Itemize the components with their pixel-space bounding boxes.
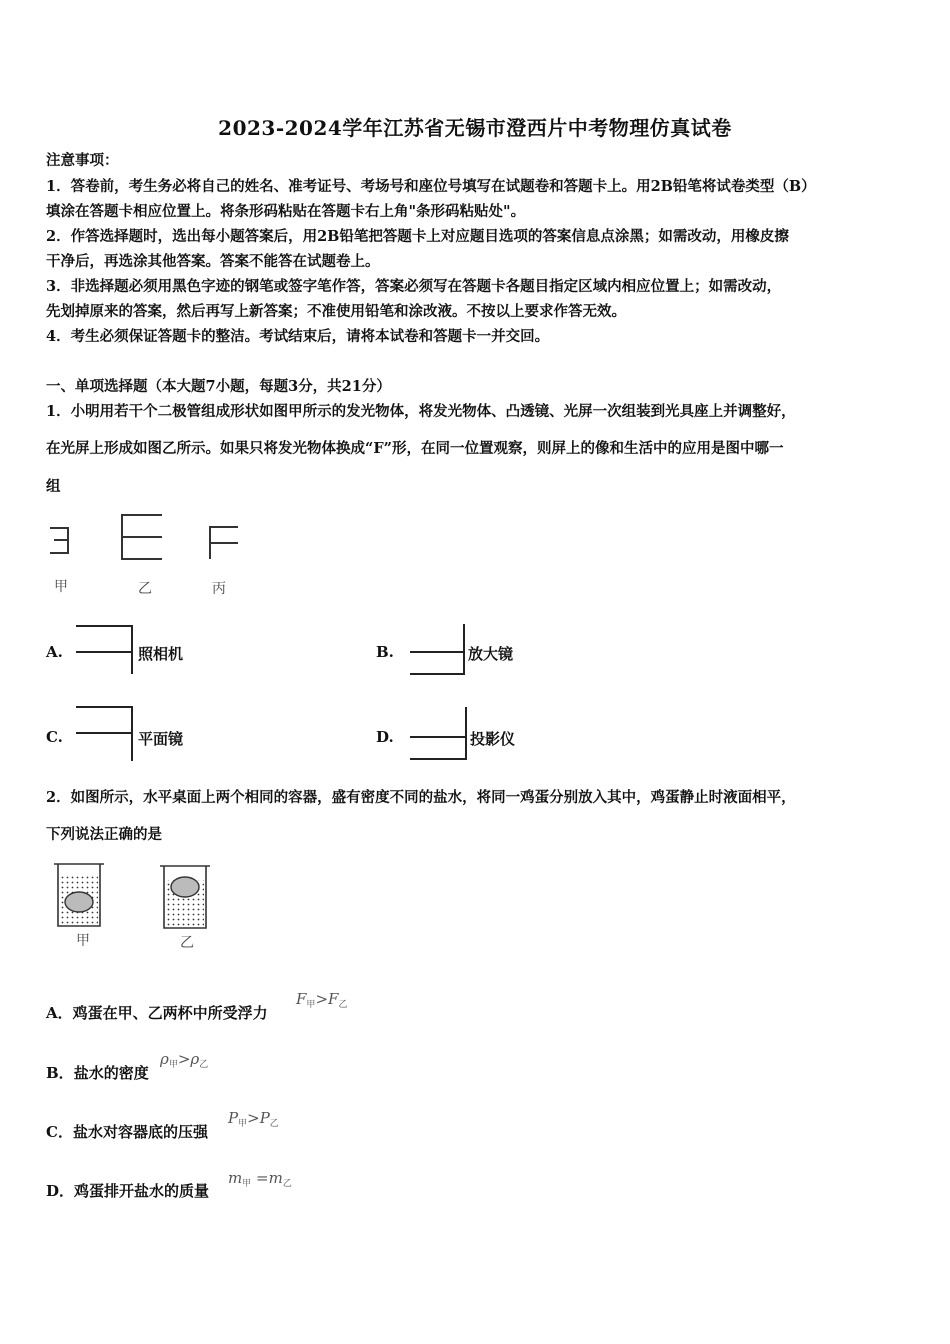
question-2-text: 2．如图所示，水平桌面上两个相同的容器，盛有密度不同的盐水，将同一鸡蛋分别放入其中，鸡蛋静止时液面相平， [46,789,796,806]
option-a-letter[interactable]: A. [46,643,63,661]
notice-line: 4．考生必须保证答题卡的整洁。考试结束后，请将本试卷和答题卡一并交回。 [46,328,550,345]
figure-label: 乙 [180,935,194,951]
option-b-text[interactable]: 放大镜 [468,645,514,663]
notice-heading: 注意事项： [46,152,119,169]
option-c-image[interactable] [74,703,136,763]
figure-yi-shape [118,513,166,561]
option-c-letter[interactable]: C. [46,728,63,746]
beaker-yi-figure [156,862,216,934]
option-letter: A． [46,1004,73,1022]
option-text: 盐水对容器底的压强 [72,1123,208,1141]
option-d-image[interactable] [406,703,470,763]
figure-jia-shape [48,525,72,557]
question-2-text: 下列说法正确的是 [46,826,162,843]
figure-bing-shape [206,523,242,561]
notice-line: 3．非选择题必须用黑色字迹的钢笔或签字笔作答，答案必须写在答题卡各题目指定区域内相应位置上；如需改动， [46,278,782,295]
section-heading: 一、单项选择题（本大题7小题，每题3分，共21分） [46,378,391,395]
notice-line: 先划掉原来的答案，然后再写上新答案；不准使用铅笔和涂改液。不按以上要求作答无效。 [46,303,626,320]
option-a-image[interactable] [74,620,136,678]
option-letter: D． [46,1182,75,1200]
question-1-text: 在光屏上形成如图乙所示。如果只将发光物体换成“F”形，在同一位置观察，则屏上的像和生活中的应用是图中哪一 [46,440,784,457]
option-d-letter[interactable]: D. [376,728,394,746]
option-b[interactable] [46,1062,149,1083]
figure-label: 甲 [54,579,68,595]
figure-label: 乙 [138,581,152,597]
option-c[interactable] [46,1121,208,1142]
option-c-text[interactable]: 平面镜 [138,730,184,748]
page-title: 2023-2024学年江苏省无锡市澄西片中考物理仿真试卷 [218,116,732,140]
option-d-text[interactable]: 投影仪 [470,730,516,748]
question-1-text: 1．小明用若干个二极管组成形状如图甲所示的发光物体，将发光物体、凸透镜、光屏一次组装到光具座上并调整好， [46,403,796,420]
option-b-formula: $\rho_甲>\rho_乙$ [160,1050,209,1070]
option-a-formula: $F_甲>F_乙$ [296,990,348,1010]
beaker-jia-figure [50,860,110,932]
figure-label: 甲 [76,933,90,949]
option-d-formula: $m_甲 =m_乙$ [228,1169,292,1189]
question-1-text: 组 [46,478,61,495]
option-text: 鸡蛋在甲、乙两杯中所受浮力 [72,1004,268,1022]
option-c-formula: $P_甲>P_乙$ [228,1109,279,1129]
notice-line: 1．答卷前，考生务必将自己的姓名、准考证号、考场号和座位号填写在试题卷和答题卡上。用2B铅笔将试卷类型（B） [46,178,816,195]
egg-icon [171,877,199,897]
notice-line: 干净后，再选涂其他答案。答案不能答在试题卷上。 [46,253,380,270]
option-b-letter[interactable]: B. [376,643,394,661]
option-d[interactable] [46,1180,209,1201]
figure-label: 丙 [212,581,226,597]
notice-line: 2．作答选择题时，选出每小题答案后，用2B铅笔把答题卡上对应题目选项的答案信息点涂黑；如需改动，用橡皮擦 [46,228,789,245]
option-letter: B． [46,1064,74,1082]
option-text: 鸡蛋排开盐水的质量 [74,1182,210,1200]
option-a-text[interactable]: 照相机 [138,645,184,663]
option-b-image[interactable] [406,620,468,678]
egg-icon [65,892,93,912]
notice-line: 填涂在答题卡相应位置上。将条形码粘贴在答题卡右上角"条形码粘贴处"。 [46,203,526,220]
option-letter: C． [46,1123,73,1141]
option-text: 盐水的密度 [73,1064,149,1082]
option-a[interactable] [46,1002,268,1023]
